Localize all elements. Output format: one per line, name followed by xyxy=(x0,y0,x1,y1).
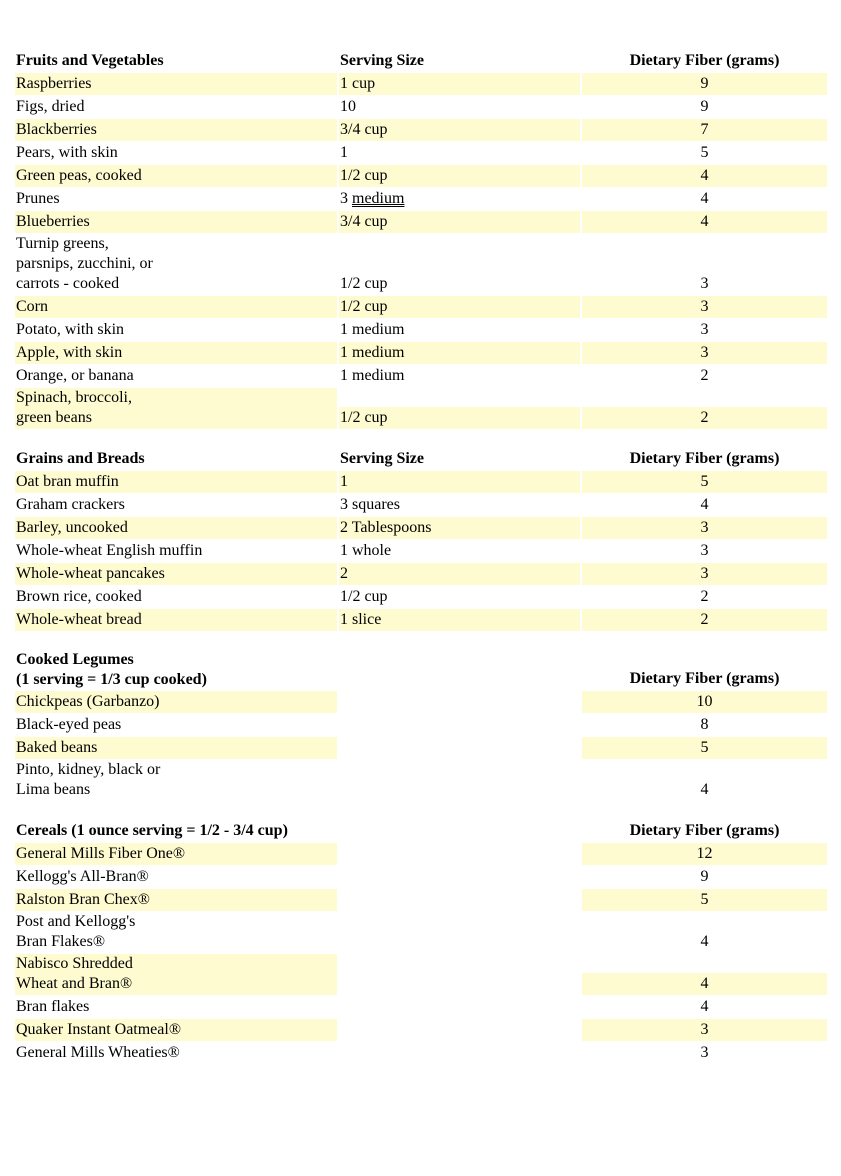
serving-size: 3/4 cup xyxy=(339,119,580,141)
serving-size: 1 medium xyxy=(340,367,405,384)
serving-size: 1/2 cup xyxy=(339,407,580,429)
food-item: Apple, with skin xyxy=(15,342,337,364)
food-item xyxy=(15,912,337,953)
section xyxy=(15,650,827,801)
serving-size xyxy=(339,188,580,210)
food-item: Baked beans xyxy=(15,737,337,759)
fiber-grams: 4 xyxy=(700,933,709,950)
cell-line: Lima beans xyxy=(16,781,91,798)
cell-line: green beans xyxy=(16,409,92,426)
fiber-grams: 2 xyxy=(582,407,827,429)
food-item: Kellogg's All-Bran® xyxy=(16,868,149,885)
section xyxy=(15,50,827,429)
serving-size: 1/2 cup xyxy=(339,296,580,318)
fiber-grams: 4 xyxy=(700,781,709,798)
section xyxy=(15,820,827,1064)
header-fiber: Dietary Fiber (grams) xyxy=(629,450,780,467)
serving-size: 1 xyxy=(340,144,348,161)
fiber-grams: 4 xyxy=(700,190,709,207)
fiber-grams: 3 xyxy=(700,542,709,559)
header-item: Grains and Breads xyxy=(16,450,145,467)
table-row xyxy=(15,954,827,995)
table-row xyxy=(15,889,827,911)
food-item: Black-eyed peas xyxy=(16,716,122,733)
fiber-grams: 5 xyxy=(582,737,827,759)
table-row xyxy=(15,540,827,562)
food-item: Whole-wheat pancakes xyxy=(15,563,337,585)
fiber-grams: 3 xyxy=(582,342,827,364)
fiber-grams: 9 xyxy=(700,868,709,885)
fiber-grams: 5 xyxy=(582,471,827,493)
header-item: Cereals (1 ounce serving = 1/2 - 3/4 cup) xyxy=(16,822,288,839)
section-header xyxy=(15,448,827,470)
food-item: Bran flakes xyxy=(16,998,90,1015)
serving-size: 2 Tablespoons xyxy=(339,517,580,539)
fiber-grams: 3 xyxy=(700,1044,709,1061)
fiber-grams: 5 xyxy=(582,889,827,911)
section-header xyxy=(15,50,827,72)
header-serving: Serving Size xyxy=(340,450,424,467)
table-row xyxy=(15,609,827,631)
serving-size: 1/2 cup xyxy=(340,588,388,605)
fiber-grams: 4 xyxy=(582,973,827,995)
table-row xyxy=(15,471,827,493)
fiber-grams: 10 xyxy=(582,691,827,713)
table-row xyxy=(15,760,827,801)
serving-size: 1 xyxy=(339,471,580,493)
fiber-grams: 12 xyxy=(582,843,827,865)
header-fiber: Dietary Fiber (grams) xyxy=(629,670,780,687)
fiber-grams: 2 xyxy=(700,367,709,384)
table-row xyxy=(15,342,827,364)
header-serving: Serving Size xyxy=(340,52,424,69)
fiber-table xyxy=(15,50,827,1083)
table-row xyxy=(15,563,827,585)
fiber-grams: 3 xyxy=(582,517,827,539)
food-item xyxy=(15,388,337,429)
serving-size: 3 squares xyxy=(340,496,400,513)
food-item xyxy=(15,954,337,995)
food-item: Oat bran muffin xyxy=(15,471,337,493)
fiber-grams: 2 xyxy=(582,609,827,631)
table-row xyxy=(15,142,827,164)
fiber-grams: 7 xyxy=(582,119,827,141)
section-header xyxy=(15,650,827,690)
serving-size: 1/2 cup xyxy=(339,165,580,187)
food-item: Figs, dried xyxy=(16,98,85,115)
serving-size: 10 xyxy=(340,98,356,115)
food-item: Orange, or banana xyxy=(16,367,134,384)
table-row xyxy=(15,843,827,865)
fiber-grams: 9 xyxy=(582,73,827,95)
fiber-grams: 4 xyxy=(582,211,827,233)
table-row xyxy=(15,73,827,95)
cell-line: Pinto, kidney, black or xyxy=(16,761,161,778)
table-row xyxy=(15,912,827,953)
table-row xyxy=(15,996,827,1018)
food-item: Quaker Instant Oatmeal® xyxy=(15,1019,337,1041)
cell-line: Cooked Legumes xyxy=(16,651,134,668)
food-item: Ralston Bran Chex® xyxy=(15,889,337,911)
serving-size: 3/4 cup xyxy=(339,211,580,233)
serving-size: 1 slice xyxy=(339,609,580,631)
table-row xyxy=(15,296,827,318)
table-row xyxy=(15,365,827,387)
table-row xyxy=(15,494,827,516)
food-item: Graham crackers xyxy=(16,496,125,513)
cell-line: carrots - cooked xyxy=(16,275,120,292)
cell-line: parsnips, zucchini, or xyxy=(16,255,153,272)
food-item: Prunes xyxy=(16,190,60,207)
food-item xyxy=(15,760,337,801)
food-item: Barley, uncooked xyxy=(15,517,337,539)
table-row xyxy=(15,737,827,759)
serving-size: 1 medium xyxy=(340,321,405,338)
table-row xyxy=(15,211,827,233)
cell-line: (1 serving = 1/3 cup cooked) xyxy=(16,671,207,688)
serving-size: 1 medium xyxy=(339,342,580,364)
table-row xyxy=(15,1042,827,1064)
serving-size: 1 whole xyxy=(340,542,392,559)
food-item: Whole-wheat bread xyxy=(15,609,337,631)
food-item: Brown rice, cooked xyxy=(16,588,142,605)
fiber-grams: 4 xyxy=(700,998,709,1015)
table-row xyxy=(15,866,827,888)
cell-line: Turnip greens, xyxy=(16,235,109,252)
header-fiber: Dietary Fiber (grams) xyxy=(629,52,780,69)
table-row xyxy=(15,691,827,713)
food-item: Raspberries xyxy=(15,73,337,95)
fiber-grams: 3 xyxy=(700,321,709,338)
section xyxy=(15,448,827,631)
table-row xyxy=(15,96,827,118)
section-header xyxy=(15,820,827,842)
serving-size: 2 xyxy=(339,563,580,585)
table-row xyxy=(15,165,827,187)
fiber-grams: 5 xyxy=(700,144,709,161)
table-row xyxy=(15,714,827,736)
cell-line: Wheat and Bran® xyxy=(16,975,133,992)
serving-prefix: 3 xyxy=(340,190,352,207)
food-item: Chickpeas (Garbanzo) xyxy=(15,691,337,713)
table-row xyxy=(15,586,827,608)
serving-size: 1 cup xyxy=(339,73,580,95)
header-item: Fruits and Vegetables xyxy=(16,52,164,69)
table-row xyxy=(15,188,827,210)
fiber-grams: 9 xyxy=(700,98,709,115)
serving-underlined: medium xyxy=(352,190,405,207)
cell-line: Post and Kellogg's xyxy=(16,913,136,930)
header-fiber: Dietary Fiber (grams) xyxy=(629,822,780,839)
fiber-grams: 3 xyxy=(582,1019,827,1041)
food-item: Green peas, cooked xyxy=(15,165,337,187)
table-row xyxy=(15,1019,827,1041)
fiber-grams: 4 xyxy=(582,165,827,187)
food-item: Pears, with skin xyxy=(16,144,118,161)
cell-line: Bran Flakes® xyxy=(16,933,106,950)
food-item: Corn xyxy=(15,296,337,318)
table-row xyxy=(15,517,827,539)
cell-line: Spinach, broccoli, xyxy=(16,389,132,406)
food-item xyxy=(15,234,337,295)
table-row xyxy=(15,319,827,341)
food-item: Whole-wheat English muffin xyxy=(16,542,203,559)
fiber-grams: 8 xyxy=(700,716,709,733)
serving-size: 1/2 cup xyxy=(340,275,388,292)
food-item: General Mills Wheaties® xyxy=(16,1044,180,1061)
table-row xyxy=(15,234,827,295)
header-item xyxy=(15,650,337,690)
table-row xyxy=(15,119,827,141)
fiber-grams: 3 xyxy=(582,563,827,585)
food-item: General Mills Fiber One® xyxy=(15,843,337,865)
food-item: Blueberries xyxy=(15,211,337,233)
cell-line: Nabisco Shredded xyxy=(16,955,133,972)
fiber-grams: 3 xyxy=(582,296,827,318)
table-row xyxy=(15,388,827,429)
fiber-grams: 2 xyxy=(700,588,709,605)
food-item: Blackberries xyxy=(15,119,337,141)
food-item: Potato, with skin xyxy=(16,321,125,338)
fiber-grams: 3 xyxy=(700,275,709,292)
fiber-grams: 4 xyxy=(700,496,709,513)
